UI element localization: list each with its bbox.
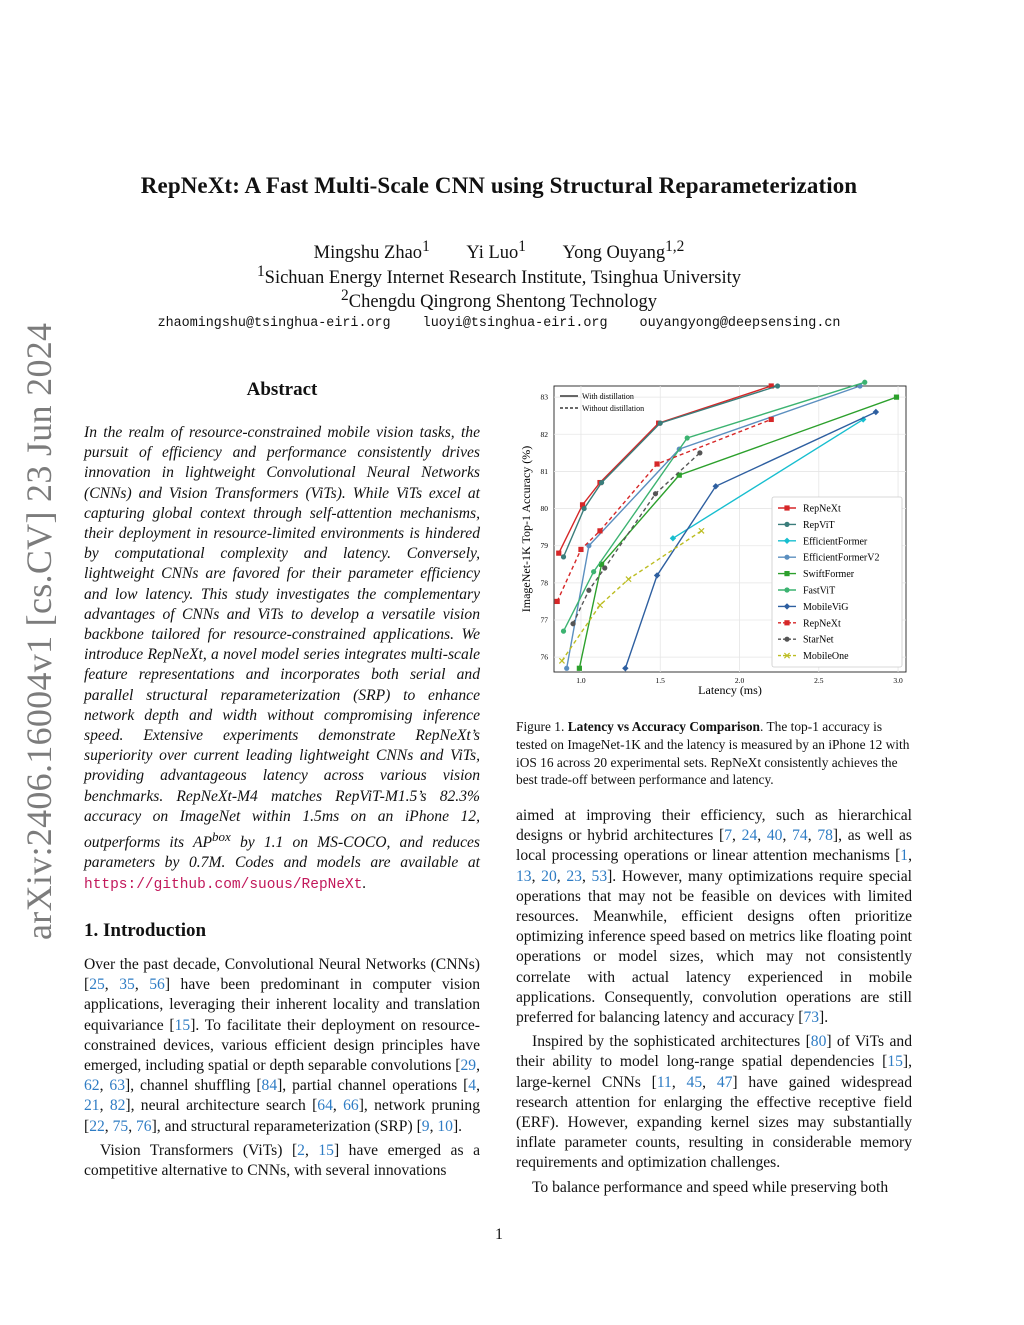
text-run: ,	[99, 1077, 110, 1095]
email[interactable]: ouyangyong@deepsensing.cn	[639, 316, 841, 331]
citation-link[interactable]: 53	[591, 867, 608, 885]
text-run: To balance performance and speed while preserving both	[532, 1178, 889, 1196]
citation-link[interactable]: 15	[174, 1016, 191, 1034]
citation-link[interactable]: 80	[810, 1033, 827, 1051]
x-tick-label: 3.0	[893, 676, 903, 685]
text-run: ,	[429, 1117, 438, 1135]
text-run: ,	[671, 1073, 687, 1091]
data-point	[561, 554, 566, 559]
legend-label: MobileViG	[803, 601, 849, 613]
text-run: ,	[104, 1117, 113, 1135]
text-run: Inspired by the sophisticated architectures [	[532, 1033, 811, 1051]
text-run: ], channel shuffling [	[125, 1077, 262, 1095]
y-tick-label: 80	[540, 504, 548, 514]
text-run: ], neural architecture search [	[125, 1097, 318, 1115]
y-tick-label: 77	[540, 615, 548, 625]
text-run: ,	[807, 827, 818, 845]
text-run: ,	[476, 1077, 480, 1095]
email-list	[0, 316, 998, 331]
text-run: ], as well as local processing operations or linear attention mechanisms [	[516, 827, 912, 865]
citation-link[interactable]: 64	[317, 1097, 333, 1115]
citation-link[interactable]: 56	[149, 976, 165, 994]
citation-link[interactable]: 15	[887, 1053, 903, 1071]
y-axis-label: ImageNet-1K Top-1 Accuracy (%)	[519, 445, 533, 613]
style-legend-label: With distillation	[582, 392, 634, 401]
citation-link[interactable]: 45	[686, 1073, 703, 1091]
text-run: ] of ViTs and their ability to model long-range spatial dependencies [	[516, 1033, 912, 1071]
citation-link[interactable]: 13	[516, 867, 532, 885]
abstract-body: In the realm of resource-constrained mobile vision tasks, the pursuit of efficiency and performance consistently drives innovation in lightweight Convolutional Neural Networks (CNNs) and Vision Transformers (ViTs). While ViTs excel at capturing global context through self-attention mechanisms, their deployment in resource-limited environments is hindered by computational complexity and latency. Conversely, lightweight CNNs are favored for their parameter efficiency and low latency. This study investigates the complementary advantages of CNNs and ViTs to develop a versatile vision backbone tailored for resource-constrained applications. We introduce RepNeXt, a novel model series integrates multi-scale feature representations and incorporates both serial and parallel structural reparameterization (SRP) to enhance network depth and width without compromising inference speed. Extensive experiments demonstrate RepNeXt’s superiority over current leading lightweight CNNs and ViTs, providing advantageous latency across various vision benchmarks. RepNeXt-M4 matches RepViT-M1.5’s 82.3% accuracy on ImageNet within 1.5ms on an iPhone 12, outperforms its $AP^{box}$ by 1.1 on MS-COCO, and reduces parameters by 0.7M. Codes and models are available at https://github.com/suous/RepNeXt.	[84, 424, 480, 893]
text-run: ,	[732, 827, 742, 845]
text-run: ], network pruning [	[84, 1097, 481, 1135]
author: Yong Ouyang$^{1,2}$	[562, 238, 685, 264]
text-run: ], and structural reparameterization (SRP) [	[151, 1117, 422, 1135]
data-point	[556, 551, 561, 556]
legend-label: MobileOne	[803, 651, 849, 663]
data-point	[599, 480, 604, 485]
data-point	[658, 421, 663, 426]
author: Yi Luo$^1$	[466, 238, 526, 264]
citation-link[interactable]: 20	[541, 867, 557, 885]
data-point	[784, 505, 789, 510]
text-run: ,	[99, 1097, 110, 1115]
text-run: Over the past decade, Convolutional Neural Networks (CNNs) [	[84, 956, 480, 994]
text-run: aimed at improving their efficiency, such as hierarchical designs or hybrid architectures [	[516, 807, 912, 845]
citation-link[interactable]: 10	[437, 1117, 453, 1135]
x-tick-label: 1.5	[655, 676, 665, 685]
author: Mingshu Zhao$^1$	[313, 238, 430, 264]
text-run: ], large-kernel CNNs [	[516, 1053, 912, 1091]
intro-body	[84, 955, 480, 1181]
email[interactable]: luoyi@tsinghua-eiri.org	[422, 316, 608, 331]
data-point	[784, 637, 789, 642]
data-point	[697, 450, 702, 455]
legend-label: RepNeXt	[803, 618, 841, 630]
citation-link[interactable]: 2	[297, 1141, 305, 1159]
citation-link[interactable]: 73	[803, 1009, 820, 1027]
section-heading: 1. Introduction	[84, 920, 207, 941]
paragraph	[84, 955, 480, 1137]
text-run: ,	[782, 827, 793, 845]
x-tick-label: 2.0	[734, 676, 745, 685]
citation-link[interactable]: 40	[766, 827, 783, 845]
citation-link[interactable]: 74	[792, 827, 808, 845]
text-run: ].	[452, 1117, 463, 1135]
paragraph	[516, 1178, 912, 1198]
citation-link[interactable]: 24	[741, 827, 758, 845]
data-point	[582, 506, 587, 511]
data-point	[602, 565, 607, 570]
y-tick-label: 76	[540, 652, 548, 662]
data-point	[784, 620, 789, 625]
text-run: ]. To facilitate their deployment on resource-constrained devices, various efficient design principles have emerged, including spatial or depth separable convolutions [	[84, 1016, 480, 1075]
citation-link[interactable]: 4	[468, 1077, 477, 1095]
right-column-body	[516, 806, 912, 1198]
data-point	[784, 555, 789, 560]
x-axis-label: Latency (ms)	[698, 683, 762, 697]
text-run: ] have been predominant in computer vision applications, leveraging their inherent locality and translation equivariance [	[84, 976, 480, 1034]
text-run: ,	[757, 827, 767, 845]
citation-link[interactable]: 66	[343, 1097, 359, 1115]
text-run: ,	[104, 976, 120, 994]
data-point	[591, 569, 596, 574]
data-point	[769, 417, 774, 422]
citation-link[interactable]: 11	[656, 1073, 672, 1091]
y-tick-label: 83	[540, 392, 548, 402]
y-tick-label: 79	[540, 541, 548, 551]
arxiv-stamp: arXiv:2406.16004v1 [cs.CV] 23 Jun 2024	[19, 322, 59, 940]
text-run: ]. However, many optimizations require special operations that may not be feasible on devices with limited resources. Meanwhile, efficient designs often prioritize optimizing inference speed based on metrics like floating point operations or model sizes, which may not consistently correlate with actual latency experienced in mobile applications. Consequently, convolution operations are still preferred for balancing latency and accuracy [	[516, 867, 912, 1027]
paragraph	[516, 806, 912, 1028]
paragraph	[516, 1032, 912, 1173]
text-run: ] have gained widespread research attention for enlarging the effective receptive field (ERF). However, expanding kernel sizes may substantially inflate parameter counts, resulting in considerable memory requirements and optimization challenges.	[516, 1073, 913, 1172]
citation-link[interactable]: 47	[716, 1073, 733, 1091]
github-link[interactable]: https://github.com/suous/RepNeXt	[84, 876, 363, 893]
data-point	[862, 380, 867, 385]
paper-title: RepNeXt: A Fast Multi-Scale CNN using Structural Reparameterization	[140, 173, 858, 198]
citation-link[interactable]: 7	[724, 827, 733, 845]
legend-label: StarNet	[803, 634, 834, 646]
x-tick-label: 2.5	[814, 676, 824, 685]
citation-link[interactable]: 15	[318, 1141, 334, 1159]
citation-link[interactable]: 29	[460, 1057, 477, 1075]
text-run: ] have emerged as a competitive alternative to CNNs, with several innovations	[84, 1141, 480, 1180]
data-point	[564, 666, 569, 671]
page-number: 1	[495, 1226, 503, 1243]
data-point	[586, 588, 591, 593]
affiliation: $^1$Sichuan Energy Internet Research Institute, Tsinghua University	[256, 263, 742, 289]
style-legend-label: Without distillation	[582, 404, 645, 413]
legend-label: EfficientFormerV2	[803, 552, 880, 564]
author-list	[0, 238, 998, 264]
text-run: ,	[304, 1141, 319, 1159]
data-point	[894, 395, 899, 400]
legend-label: RepViT	[803, 519, 835, 531]
data-point	[578, 547, 583, 552]
legend-label: EfficientFormer	[803, 536, 868, 548]
data-point	[654, 461, 659, 466]
text-run: Vision Transformers (ViTs) [	[100, 1141, 298, 1159]
citation-link[interactable]: 35	[119, 976, 135, 994]
text-run: ,	[581, 867, 592, 885]
data-point	[784, 587, 789, 592]
text-run: ,	[531, 867, 542, 885]
citation-link[interactable]: 23	[566, 867, 582, 885]
y-tick-label: 82	[540, 429, 548, 439]
data-point	[775, 383, 780, 388]
email[interactable]: zhaomingshu@tsinghua-eiri.org	[157, 316, 391, 331]
x-tick-label: 1.0	[576, 676, 586, 685]
legend-label: RepNeXt	[803, 503, 841, 515]
text-run: ,	[702, 1073, 717, 1091]
legend-label: SwiftFormer	[803, 569, 855, 581]
text-run: ,	[908, 847, 912, 865]
citation-link[interactable]: 82	[109, 1097, 126, 1115]
citation-link[interactable]: 9	[421, 1117, 430, 1135]
data-point	[653, 491, 658, 496]
citation-link[interactable]: 63	[109, 1077, 125, 1095]
data-point	[597, 528, 602, 533]
citation-link[interactable]: 22	[89, 1117, 105, 1135]
citation-link[interactable]: 62	[84, 1077, 100, 1095]
latency-accuracy-chart	[516, 376, 912, 701]
text-run: ].	[819, 1009, 829, 1027]
paragraph	[84, 1141, 480, 1181]
citation-link[interactable]: 21	[84, 1097, 100, 1115]
text-run: ,	[128, 1117, 136, 1135]
citation-link[interactable]: 78	[817, 827, 833, 845]
legend	[772, 497, 902, 667]
text-run: ], partial channel operations [	[277, 1077, 469, 1095]
data-point	[561, 629, 566, 634]
y-tick-label: 81	[540, 466, 548, 476]
text-run: ,	[332, 1097, 344, 1115]
affiliation: $^2$Chengdu Qingrong Shentong Technology	[341, 287, 657, 313]
citation-link[interactable]: 84	[261, 1077, 278, 1095]
legend-label: FastViT	[803, 585, 836, 597]
citation-link[interactable]: 75	[112, 1117, 129, 1135]
data-point	[784, 522, 789, 527]
data-point	[685, 435, 690, 440]
citation-link[interactable]: 25	[89, 976, 105, 994]
text-run: ,	[134, 976, 150, 994]
citation-link[interactable]: 76	[135, 1117, 152, 1135]
figure-caption: Figure 1. Latency vs Accuracy Comparison. The top-1 accuracy is tested on ImageNet-1K and the latency is measured by an iPhone 12 with iOS 16 across 20 experimental sets. RepNeXt consistently achieves the best trade-off between performance and latency.	[516, 719, 910, 788]
data-point	[577, 666, 582, 671]
data-point	[784, 571, 789, 576]
data-point	[555, 599, 560, 604]
data-point	[570, 621, 575, 626]
abstract-heading: Abstract	[246, 379, 318, 400]
text-run: ,	[556, 867, 567, 885]
citation-link[interactable]: 1	[900, 847, 909, 865]
legend-box	[772, 497, 902, 667]
y-tick-label: 78	[540, 578, 548, 588]
text-run: ,	[476, 1057, 480, 1075]
